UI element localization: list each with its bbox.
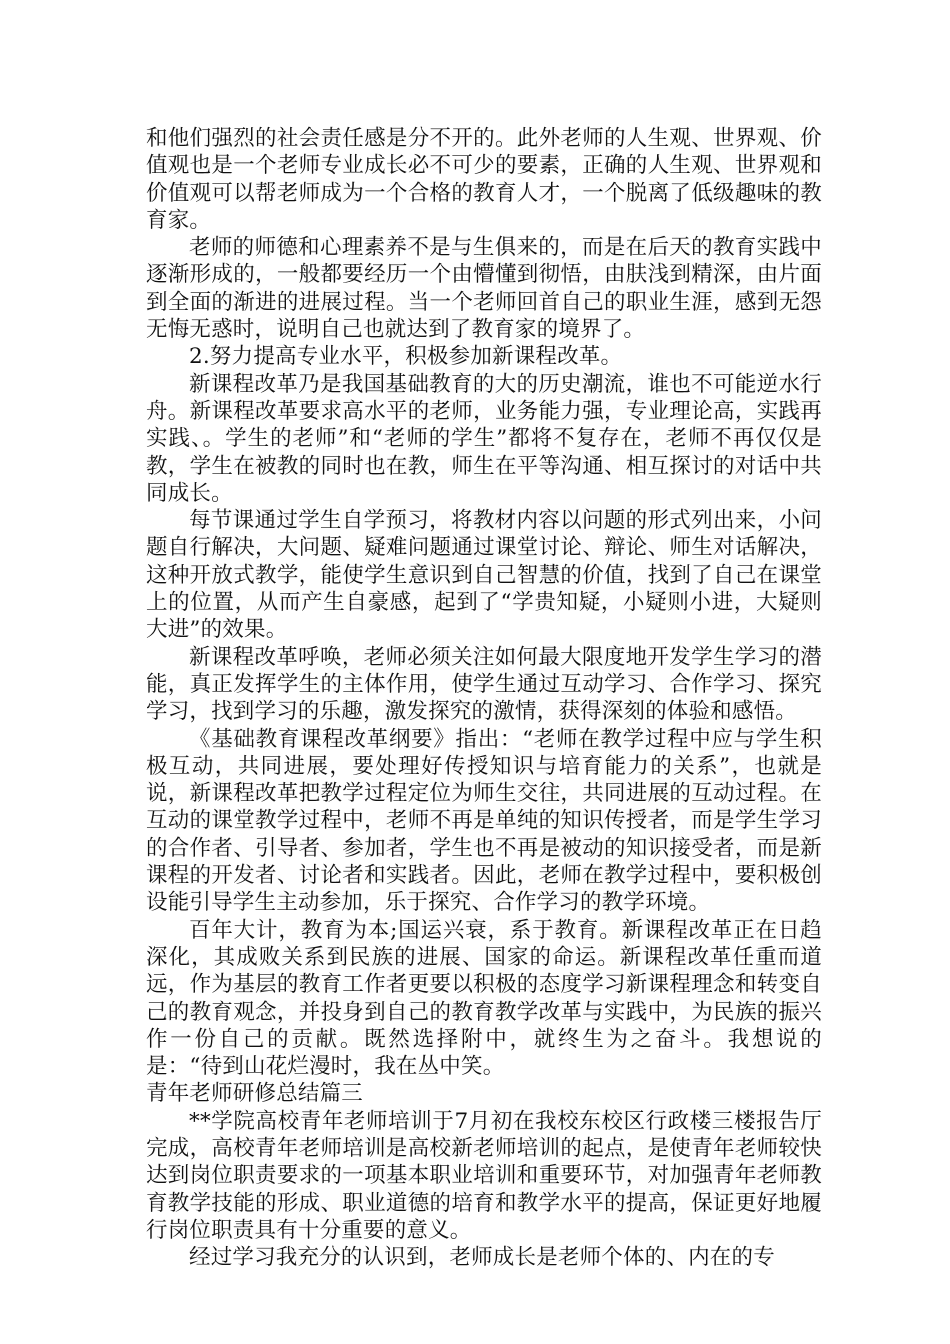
document-body	[146, 125, 822, 1271]
paragraph: 经过学习我充分的认识到，老师成长是老师个体的、内在的专	[189, 1245, 775, 1271]
paragraph: **学院高校青年老师培训于7月初在我校东校区行政楼三楼报告厅完成，高校青年老师培训是高校新老师培训的起点，是使青年老师较快达到岗位职责要求的一项基本职业培训和重要环节，对加强青年老师教育教学技能的形成、职业道德的培育和教学水平的提高，保证更好地履行岗位职责具有十分重要的意义。	[146, 1108, 822, 1243]
paragraph: 和他们强烈的社会责任感是分不开的。此外老师的人生观、世界观、价值观也是一个老师专业成长必不可少的要素，正确的人生观、世界观和价值观可以帮老师成为一个合格的教育人才，一个脱离了低级趣味的教育家。	[146, 126, 822, 233]
paragraph: 每节课通过学生自学预习，将教材内容以问题的形式列出来，小问题自行解决，大问题、疑难问题通过课堂讨论、辩论、师生对话解决，这种开放式教学，能使学生意识到自己智慧的价值，找到了自己在课堂上的位置，从而产生自豪感，起到了“学贵知疑，小疑则小进，大疑则大进”的效果。	[146, 508, 822, 643]
paragraph: 2.努力提高专业水平，积极参加新课程改革。	[189, 344, 623, 370]
paragraph: 百年大计，教育为本;国运兴衰，系于教育。新课程改革正在日趋深化，其成败关系到民族的进展、国家的命运。新课程改革任重而道远，作为基层的教育工作者更要以积极的态度学习新课程理念和转变自己的教育观念，并投身到自己的教育教学改革与实践中，为民族的振兴作一份自己的贡献。既然选择附中，就终生为之奋斗。我想说的是：“待到山花烂漫时，我在丛中笑。	[146, 917, 822, 1080]
paragraph: 老师的师德和心理素养不是与生俱来的，而是在后天的教育实践中逐渐形成的，一般都要经历一个由懵懂到彻悟，由肤浅到精深，由片面到全面的渐进的进展过程。当一个老师回首自己的职业生涯，感到无怨无悔无惑时，说明自己也就达到了教育家的境界了。	[146, 235, 822, 343]
paragraph: 《基础教育课程改革纲要》指出：“老师在教学过程中应与学生积极互动，共同进展，要处理好传授知识与培育能力的关系”，也就是说，新课程改革把教学过程定位为师生交往，共同进展的互动过程。在互动的课堂教学过程中，老师不再是单纯的知识传授者，而是学生学习的合作者、引导者、参加者，学生也不再是被动的知识接受者，而是新课程的开发者、讨论者和实践者。因此，老师在教学过程中，要积极创设能引导学生主动参加，乐于探究、合作学习的教学环境。	[146, 726, 822, 916]
section-heading: 青年老师研修总结篇三	[146, 1081, 364, 1107]
paragraph: 新课程改革呼唤，老师必须关注如何最大限度地开发学生学习的潜能，真正发挥学生的主体作用，使学生通过互动学习、合作学习、探究学习，找到学习的乐趣，激发探究的激情，获得深刻的体验和感悟。	[146, 644, 822, 725]
paragraph: 新课程改革乃是我国基础教育的大的历史潮流，谁也不可能逆水行舟。新课程改革要求高水平的老师，业务能力强，专业理论高，实践再实践、。学生的老师”和“老师的学生”都将不复存在，老师不再仅仅是教，学生在被教的同时也在教，师生在平等沟通、相互探讨的对话中共同成长。	[146, 371, 822, 506]
